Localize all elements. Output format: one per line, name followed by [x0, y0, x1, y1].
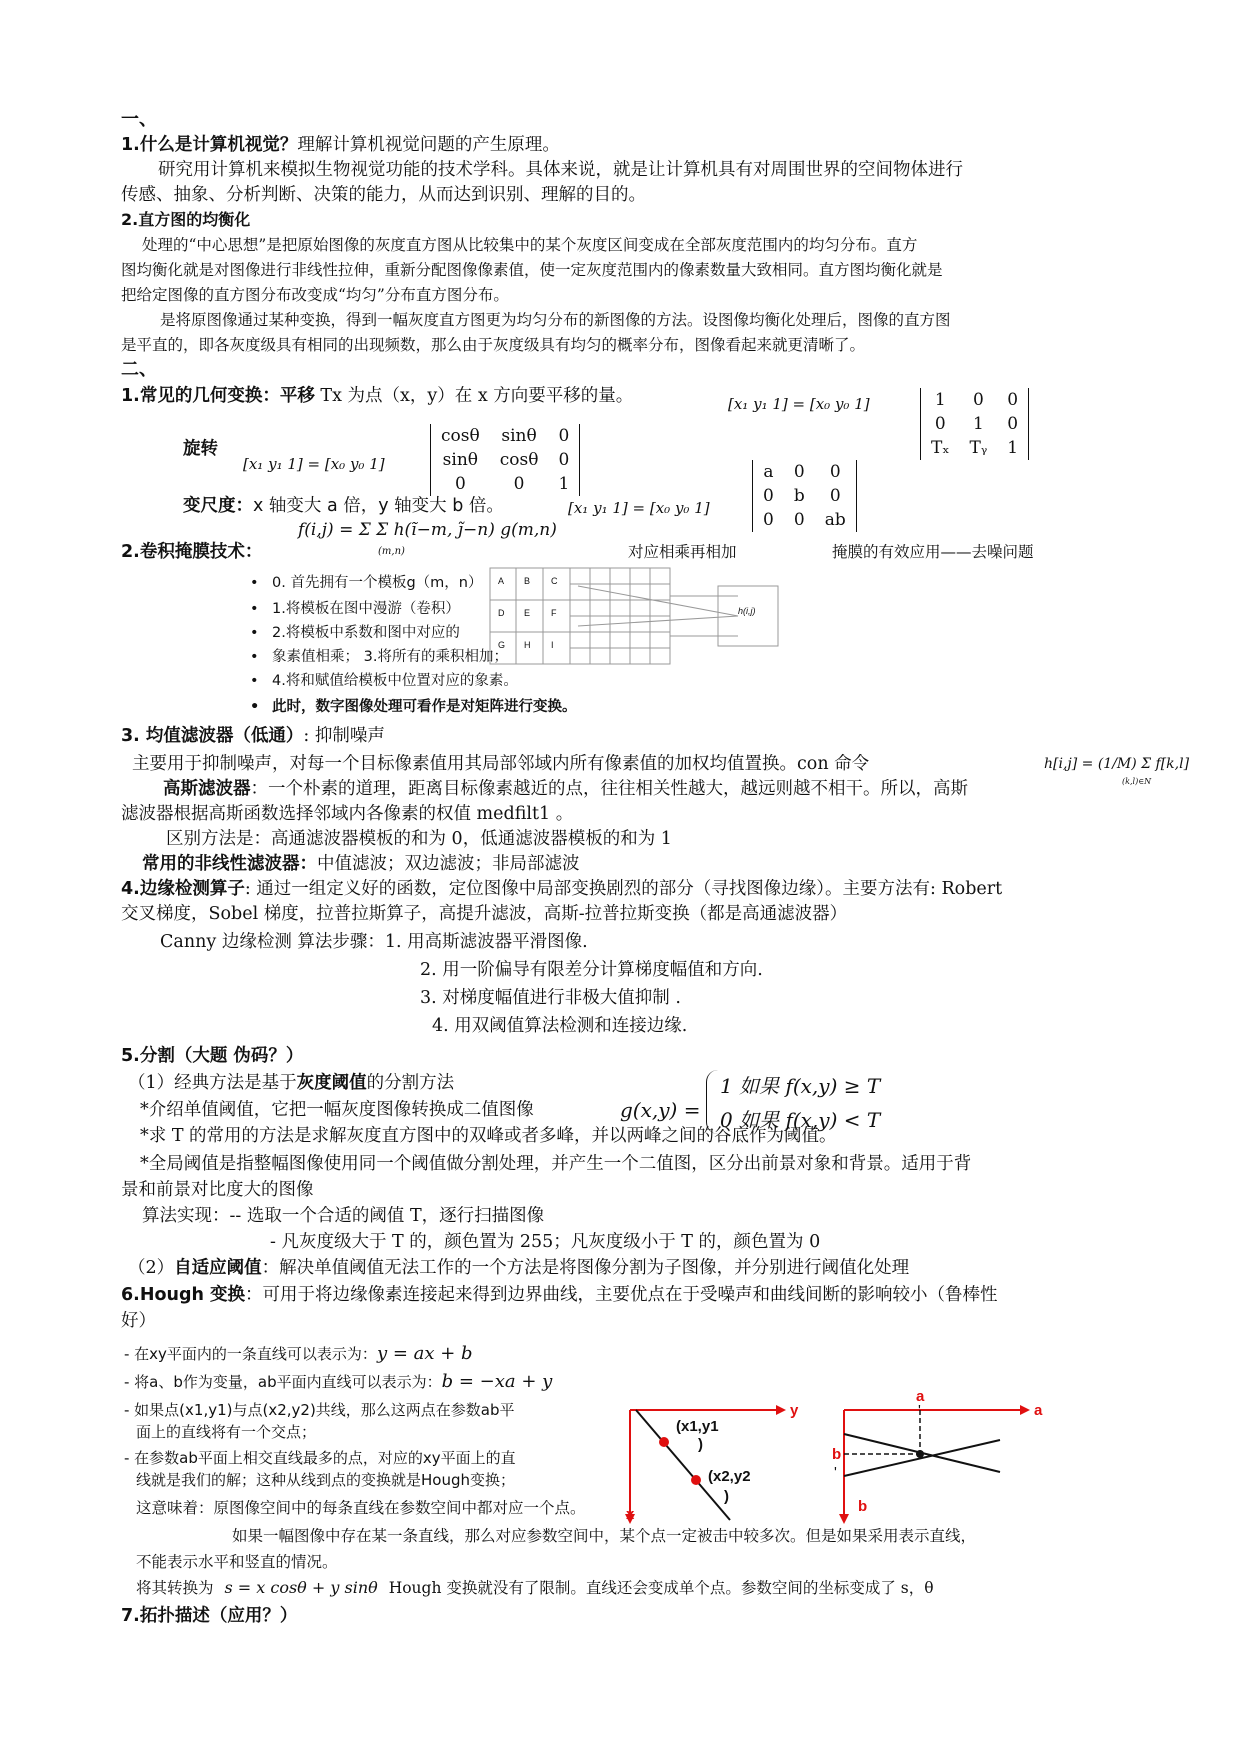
- hough-title: 6.Hough 变换: [121, 1285, 246, 1305]
- hough-bullet-2: [124, 1370, 552, 1394]
- matrix-row: [921, 412, 1029, 436]
- fig-axis-a: a: [1034, 1402, 1043, 1419]
- q1-para-1: 研究用计算机来模拟生物视觉功能的技术学科。具体来说，就是让计算机具有对周围世界的空间物体进行: [158, 160, 963, 180]
- grid-letter: A: [498, 576, 505, 586]
- hough-bullet-2-formula: b = −xa + y: [441, 1371, 553, 1392]
- seg-formula-lhs: g(x,y) =: [620, 1098, 701, 1122]
- conv-bullet-item: • 象素值相乘； 3.将所有的乘积相加；: [272, 646, 508, 668]
- matrix-cell: 1: [558, 474, 570, 494]
- matrix-cell: b: [793, 486, 805, 506]
- hough-meaning-4b: Hough 变换就没有了限制。直线还会变成单个点。参数空间的坐标变成了 s，θ: [388, 1579, 934, 1597]
- mean-para: 主要用于抑制噪声，对每一个目标像素值用其局部邻域内所有像素值的加权均值置换。con 命令: [132, 754, 870, 774]
- edge-para-2: 交叉梯度，Sobel 梯度，拉普拉斯算子，高提升滤波，高斯-拉普拉斯变换（都是高通滤波器）: [121, 904, 848, 924]
- grid-letter: H: [524, 640, 531, 650]
- seg-title: 5.分割（大题 伪码？）: [121, 1046, 304, 1066]
- conv-mask-diagram: [488, 566, 788, 666]
- seg-line-8: [128, 1256, 909, 1280]
- hough-para-2: 好）: [121, 1311, 156, 1331]
- matrix-cell: Tᵧ: [969, 438, 988, 458]
- matrix-row: [921, 388, 1029, 412]
- mean-formula-sub: (k,l)∈N: [1122, 777, 1152, 786]
- q1-line: [121, 133, 560, 157]
- hough-bullet-1-text: - 在xy平面内的一条直线可以表示为：: [124, 1345, 377, 1363]
- hough-diagram: [600, 1388, 1120, 1528]
- mean-line: [121, 724, 385, 748]
- conv-formula-sub: (m,n): [378, 546, 405, 557]
- matrix-cell: 0: [454, 474, 466, 494]
- fig-point-2-close: ): [724, 1488, 729, 1505]
- nonlin-title: 常用的非线性滤波器：: [142, 854, 317, 874]
- matrix-cell: 0: [513, 474, 525, 494]
- fig-a-tick: ': [918, 1402, 921, 1419]
- seg-formula-case-0: 0 如果 f(x,y) < T: [720, 1108, 881, 1132]
- canny-step-2: 2. 用一阶偏导有限差分计算梯度幅值和方向.: [420, 960, 763, 980]
- hough-meaning-4: [136, 1576, 934, 1600]
- conv-title: 2.卷积掩膜技术：: [121, 542, 263, 562]
- q1-para-2: 传感、抽象、分析判断、决策的能力，从而达到识别、理解的目的。: [121, 185, 646, 205]
- rotate-vector: [x₁ y₁ 1] = [x₀ y₀ 1]: [243, 455, 385, 473]
- edge-para-1: : 通过一组定义好的函数，定位图像中局部变换剧烈的部分（寻找图像边缘）。主要方法有: Robert: [244, 879, 1003, 899]
- fig-axis-b: b: [858, 1498, 868, 1515]
- hough-meaning-1: 这意味着：原图像空间中的每条直线在参数空间中都对应一个点。: [136, 1499, 586, 1517]
- geo-title: 1.常见的几何变换：平移: [121, 386, 315, 406]
- fig-axis-x: x: [626, 1506, 635, 1523]
- edge-title: 4.边缘检测算子: [121, 879, 245, 899]
- translate-vector: [x₁ y₁ 1] = [x₀ y₀ 1]: [728, 395, 870, 413]
- rotate-matrix: [430, 424, 580, 496]
- gauss-title: 高斯滤波器: [163, 779, 251, 799]
- grid-letter: D: [498, 608, 505, 618]
- q2-para-1: 处理的“中心思想”是把原始图像的灰度直方图从比较集中的某个灰度区间变成在全部灰度范围内的均匀分布。直方: [142, 236, 918, 254]
- rotate-label: 旋转: [183, 439, 218, 459]
- seg-line-6: 算法实现：-- 选取一个合适的阈值 T，逐行扫描图像: [142, 1206, 545, 1226]
- canny-step-4: 4. 用双阈值算法检测和连接边缘.: [432, 1016, 688, 1036]
- seg-8b: 自适应阈值: [174, 1258, 262, 1278]
- conv-bullet-item: • 2.将模板中系数和图中对应的: [272, 622, 460, 644]
- scale-matrix: [752, 460, 857, 532]
- seg-line-4: *全局阈值是指整幅图像使用同一个阈值做分割处理，并产生一个二值图，区分出前景对象和背景。适用于背: [140, 1154, 972, 1174]
- q2-para-5: 是平直的，即各灰度级具有相同的出现频数，那么由于灰度级具有均匀的概率分布，图像看起来就更清晰了。: [121, 336, 866, 354]
- canny-intro: Canny 边缘检测 算法步骤：1. 用高斯滤波器平滑图像.: [160, 932, 588, 952]
- scale-text: x 轴变大 a 倍，y 轴变大 b 倍。: [253, 496, 504, 516]
- scale-vector: [x₁ y₁ 1] = [x₀ y₀ 1]: [568, 499, 710, 517]
- fig-point-2: (x2,y2: [708, 1468, 751, 1485]
- matrix-cell: 0: [793, 510, 805, 530]
- conv-note-2: 掩膜的有效应用——去噪问题: [832, 543, 1034, 561]
- hough-bullet-3a: - 如果点(x1,y1)与点(x2,y2)共线，那么这两点在参数ab平: [124, 1401, 515, 1419]
- seg-1b: 灰度阈值: [296, 1073, 367, 1093]
- q1-subtitle: 理解计算机视觉问题的产生原理。: [297, 135, 560, 155]
- matrix-cell: 0: [763, 486, 774, 506]
- conv-formula: f(i,j) = Σ Σ h(ĩ−m, j̃−n) g(m,n): [298, 520, 557, 540]
- matrix-row: [753, 484, 857, 508]
- matrix-cell: Tₓ: [931, 438, 950, 458]
- nonlin-line: [142, 852, 580, 876]
- seg-formula-case-1: 1 如果 f(x,y) ≥ T: [720, 1074, 881, 1098]
- grid-output-label: h(i,j): [738, 606, 756, 616]
- conv-bullet-item: • 0. 首先拥有一个模板g（m，n）: [272, 572, 482, 594]
- grid-letter: E: [524, 608, 531, 618]
- hough-bullet-1: [124, 1342, 473, 1366]
- matrix-cell: ab: [824, 510, 846, 530]
- grid-letter: B: [524, 576, 531, 586]
- hough-line: [121, 1283, 998, 1307]
- hough-bullet-3b: 面上的直线将有一个交点；: [136, 1423, 317, 1441]
- seg-8a: （2）: [128, 1258, 175, 1278]
- hough-bullet-4b: 线就是我们的解；这种从线到点的变换就是Hough变换；: [136, 1471, 515, 1489]
- matrix-cell: 0: [829, 462, 841, 482]
- grid-letter: C: [551, 576, 558, 586]
- hough-bullet-4a: - 在参数ab平面上相交直线最多的点，对应的xy平面上的直: [124, 1449, 516, 1467]
- scale-line: [183, 494, 504, 518]
- hough-meaning-4a: 将其转换为: [136, 1579, 214, 1597]
- matrix-cell: 0: [934, 414, 946, 434]
- grid-letter: F: [551, 608, 557, 618]
- mean-formula: h[i,j] = (1/M) Σ f[k,l]: [1044, 756, 1190, 772]
- matrix-cell: 1: [973, 414, 984, 434]
- matrix-row: [921, 436, 1029, 460]
- edge-line: [121, 877, 1002, 901]
- seg-1a: （1）经典方法是基于: [128, 1073, 297, 1093]
- q2-para-3: 把给定图像的直方图分布改变成“均匀”分布直方图分布。: [121, 286, 509, 304]
- scale-label: 变尺度：: [183, 496, 253, 516]
- matrix-cell: 0: [763, 510, 774, 530]
- nonlin-text: 中值滤波；双边滤波；非局部滤波: [317, 854, 580, 874]
- fig-point-1-close: ): [698, 1436, 703, 1453]
- conv-note-1: 对应相乘再相加: [628, 543, 737, 561]
- translate-matrix: [920, 388, 1029, 460]
- hough-bullet-1-formula: y = ax + b: [376, 1343, 473, 1364]
- q2-title: 2.直方图的均衡化: [121, 210, 251, 229]
- fig-a-prime: a: [916, 1388, 925, 1405]
- geo-text: Tx 为点（x，y）在 x 方向要平移的量。: [320, 386, 634, 406]
- hough-para-1: ：可用于将边缘像素连接起来得到边界曲线，主要优点在于受噪声和曲线间断的影响较小（鲁棒性: [245, 1285, 998, 1305]
- matrix-cell: 0: [1007, 390, 1019, 410]
- conv-bullet-item: • 4.将和赋值给模板中位置对应的象素。: [272, 670, 518, 692]
- hough-meaning-2: 如果一幅图像中存在某一条直线，那么对应参数空间中，某个点一定被击中较多次。但是如果采用表示直线，: [232, 1527, 977, 1545]
- fig-b-tick: ': [834, 1464, 837, 1481]
- gauss-para-2: 滤波器根据高斯函数选择邻域内各像素的权值 medfilt1 。: [121, 804, 574, 824]
- matrix-cell: sinθ: [442, 450, 479, 470]
- matrix-cell: a: [763, 462, 774, 482]
- mean-title: 3. 均值滤波器（低通）: [121, 726, 304, 746]
- fig-axis-y: y: [790, 1402, 799, 1419]
- geo-line: [121, 384, 633, 408]
- seg-8c: ：解决单值阈值无法工作的一个方法是将图像分割为子图像，并分别进行阈值化处理: [261, 1258, 910, 1278]
- matrix-cell: 0: [558, 450, 570, 470]
- seg-1c: 的分割方法: [366, 1073, 455, 1093]
- matrix-row: [431, 472, 580, 496]
- matrix-cell: 0: [829, 486, 841, 506]
- section-heading-2: 二、: [121, 359, 157, 380]
- hough-meaning-4-formula: s = x cosθ + y sinθ: [224, 1578, 378, 1597]
- hough-bullet-2-text: - 将a、b作为变量，ab平面内直线可以表示为：: [124, 1373, 442, 1391]
- seg-line-5: 景和前景对比度大的图像: [121, 1180, 314, 1200]
- grid-letter: I: [551, 640, 554, 650]
- matrix-row: [431, 424, 580, 448]
- hough-meaning-3: 不能表示水平和竖直的情况。: [136, 1553, 338, 1571]
- matrix-cell: 1: [934, 390, 946, 410]
- q1-title: 1.什么是计算机视觉？: [121, 135, 298, 155]
- seg-line-2: *介绍单值阈值，它把一幅灰度图像转换成二值图像: [140, 1100, 534, 1120]
- matrix-row: [431, 448, 580, 472]
- gauss-para-1: ：一个朴素的道理，距离目标像素越近的点，往往相关性越大，越远则越不相干。所以，高斯: [250, 779, 968, 799]
- diff-para: 区别方法是：高通滤波器模板的和为 0，低通滤波器模板的和为 1: [166, 829, 672, 849]
- matrix-cell: 0: [793, 462, 805, 482]
- canny-step-3: 3. 对梯度幅值进行非极大值抑制 .: [420, 988, 681, 1008]
- seg-line-3: *求 T 的常用的方法是求解灰度直方图中的双峰或者多峰，并以两峰之间的谷底作为阈值。: [140, 1126, 837, 1146]
- topo-title: 7.拓扑描述（应用？）: [121, 1606, 298, 1626]
- mask-grid-svg: [488, 566, 788, 666]
- fig-b-prime: b: [832, 1446, 842, 1463]
- matrix-cell: sinθ: [501, 426, 537, 446]
- grid-letter: G: [498, 640, 506, 650]
- seg-line-1: [128, 1071, 454, 1095]
- mean-sub: : 抑制噪声: [303, 726, 385, 746]
- matrix-cell: 0: [558, 426, 570, 446]
- conv-bullet-item: • 1.将模板在图中漫游（卷积）: [272, 598, 460, 620]
- matrix-row: [753, 460, 857, 484]
- matrix-cell: cosθ: [441, 426, 480, 446]
- matrix-cell: cosθ: [499, 450, 539, 470]
- seg-line-7: - 凡灰度级大于 T 的，颜色置为 255；凡灰度级小于 T 的，颜色置为 0: [270, 1232, 821, 1252]
- matrix-cell: 0: [1007, 414, 1019, 434]
- matrix-cell: 1: [1007, 438, 1019, 458]
- q2-para-2: 图均衡化就是对图像进行非线性拉伸，重新分配图像像素值，使一定灰度范围内的像素数量大致相同。直方图均衡化就是: [121, 261, 943, 279]
- matrix-row: [753, 508, 857, 532]
- gauss-line: [163, 777, 968, 801]
- matrix-cell: 0: [973, 390, 984, 410]
- conv-bullet-item: • 此时，数字图像处理可看作是对矩阵进行变换。: [272, 696, 577, 718]
- section-heading-1: 一、: [121, 109, 157, 130]
- q2-para-4: 是将原图像通过某种变换，得到一幅灰度直方图更为均匀分布的新图像的方法。设图像均衡化处理后，图像的直方图: [160, 311, 951, 329]
- fig-point-1: (x1,y1: [676, 1418, 719, 1435]
